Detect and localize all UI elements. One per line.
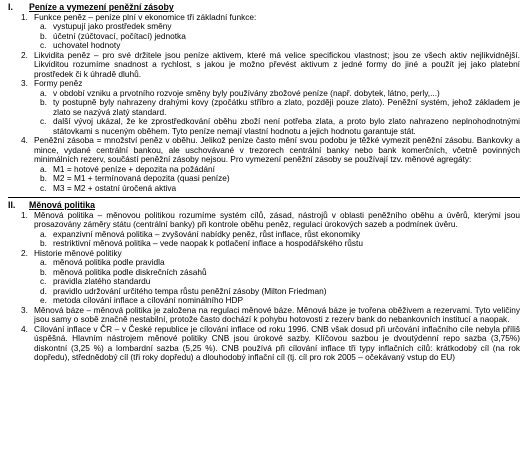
section-1 [8, 3, 520, 193]
sub-list [34, 89, 520, 137]
sub-item [40, 184, 520, 194]
sub-item-number: e. [40, 295, 47, 305]
section-number: I. [8, 2, 13, 12]
section-2 [8, 201, 520, 363]
sub-item-text: M1 = hotové peníze + depozita na požádání [53, 163, 215, 174]
sub-item-text: ty postupně byly nahrazeny drahými kovy (zpočátku stříbro a zlato, později pouze zlato). Peněžní systém, jehož základem je zlato se nazývá zlatý standard. [53, 97, 520, 117]
section-number: II. [8, 200, 16, 210]
sub-item-number: d. [40, 285, 47, 296]
sub-item-number: a. [40, 87, 47, 98]
sub-item-number: c. [40, 276, 47, 286]
sub-item-number: b. [40, 238, 47, 248]
sub-item-text: další vývoj ukázal, že ke zprostředkování oběhu zboží není potřeba zlata, a proto bylo zlato nahrazeno neplnohodnotnými státovkami s nuceným oběhem. Tyto peníze nemají vlastní hodnotu a jejich hodnotu garantuje stát. [53, 116, 520, 136]
list-item [21, 136, 520, 193]
sub-item [40, 98, 520, 117]
sub-list [34, 230, 520, 249]
sub-list [34, 22, 520, 51]
sub-item-number: c. [40, 40, 47, 50]
sub-item-number: b. [40, 97, 47, 107]
sub-item-number: a. [40, 228, 47, 239]
sub-list [34, 258, 520, 306]
item-text: Cílování inflace v ČR – v České republice je cílování inflace od roku 1996. CNB však dosud při určování inflačního cíle nebyla příliš úspěšná. Hlavním nástrojem měnové politiky CNB jsou úrokové sazby. Klíčovou sazbou je dvoutýdenní repo sazba (3,75%) diskontní (3,25 %) a lombardní sazba (5,25 %). CNB používá při cílování inflace tři typy inflačních cílů: krátkodobý cíl (na rok dopředu), střednědobý cíl (tři roky dopředu) a dlouhodobý inflační cíl (tj. cíl pro rok 2005 – očekávaný vstup do EU) [34, 323, 520, 362]
item-number: 2. [21, 49, 28, 60]
sub-item-number: a. [40, 257, 47, 267]
sub-item-number: b. [40, 30, 47, 41]
sub-item-text: uchovatel hodnoty [53, 40, 121, 50]
section-list [8, 13, 520, 194]
sub-item-text: expanzivní měnová politika – zvyšování nabídky peněz, růst inflace, růst ekonomiky [53, 228, 361, 239]
item-text: Peněžní zásoba = množství peněz v oběhu. Jelikož peníze často mění svou podobu je těžké vymezit peněžní zásobu. Bankovky a mince, vydané centrální bankou, ale uschovávané v trezorech centrální banky nebo bank komerčních, včetně povinných minimálních rezerv, součástí peněžní zásoby nejsou. Pro vymezení peněžní zásoby se používají tzv. měnové agregáty: [34, 135, 520, 164]
list-item [21, 249, 520, 306]
item-number: 4. [21, 323, 28, 334]
sub-item-text: M2 = M1 + termínovaná depozita (quasi peníze) [53, 173, 230, 183]
sub-item-number: c. [40, 182, 47, 193]
list-item [21, 211, 520, 249]
item-number: 2. [21, 247, 28, 258]
sub-item [40, 117, 520, 136]
list-item [21, 306, 520, 325]
list-item [21, 13, 520, 51]
sub-item-text: účetní (zúčtovací, počítací) jednotka [53, 30, 186, 41]
sub-item-number: c. [40, 116, 47, 126]
list-item [21, 79, 520, 136]
sub-item-number: b. [40, 266, 47, 277]
sub-item-text: pravidla zlatého standardu [53, 276, 151, 286]
sub-item-text: vystupují jako prostředek směny [53, 21, 172, 31]
item-number: 1. [21, 209, 28, 220]
sub-item-text: v období vzniku a prvotního rozvoje směny byly používány zbožové peníze (např. dobytek, látno, perly,...) [53, 87, 440, 98]
item-number: 1. [21, 11, 28, 22]
item-text: Historie měnové politiky [34, 247, 122, 258]
list-item [21, 325, 520, 363]
sub-item-text: měnová politika podle diskrečních zásahů [53, 266, 207, 277]
item-text: Měnová politika – měnovou politikou rozumíme systém cílů, zásad, nástrojů v oblasti peněžního oběhu a úvěrů, kterými jsou prosazovány záměry státu (centrální banky) při kontrole oběhu peněz, regulaci úrokových sazeb a podmínek úvěru. [34, 209, 520, 229]
sub-list [34, 165, 520, 194]
item-number: 3. [21, 304, 28, 315]
sub-item-number: b. [40, 173, 47, 183]
item-text: Formy peněz [34, 78, 83, 88]
section-list [8, 211, 520, 363]
sub-item-text: měnová politika podle pravidla [53, 257, 165, 267]
sub-item-text: metoda cílování inflace a cílování nominálního HDP [53, 295, 244, 305]
item-number: 4. [21, 135, 28, 145]
section-divider [8, 197, 520, 198]
section-title: Peníze a vymezení peněžní zásoby [29, 2, 174, 12]
section-title: Měnová politika [29, 200, 95, 210]
list-item [21, 51, 520, 80]
sub-item-text: pravidlo udržování určitého tempa růstu peněžní zásoby (Milton Friedman) [53, 285, 327, 296]
sub-item-text: restriktivní měnová politika – vede naopak k potlačení inflace a hospodářského růstu [53, 238, 363, 248]
item-text: Měnová báze – měnová politika je založena na regulaci měnové báze. Měnová báze je tvořena oběživem a rezervami. Tyto veličiny jsou samy o sobě značně nestabilní, protože často dochází k pohybu hotovosti z rezerv bank do nebankovních institucí a naopak. [34, 304, 520, 324]
sub-item-number: a. [40, 21, 47, 31]
item-number: 3. [21, 78, 28, 88]
sub-item-number: a. [40, 163, 47, 174]
item-text: Funkce peněz – peníze plní v ekonomice tři základní funkce: [34, 11, 257, 22]
item-text: Likvidita peněz – pro své držitele jsou peníze aktivem, které má velice specifickou vlastnost; jsou ze všech aktiv nejlikvidnější. Likviditou rozumíme snadnost a rychlost, s jakou je možno převést aktivum z jedné formy do jiné a použít jej jako platební prostředek či k úhradě dluhů. [34, 49, 520, 79]
sub-item-text: M3 = M2 + ostatní úročená aktiva [53, 182, 177, 193]
